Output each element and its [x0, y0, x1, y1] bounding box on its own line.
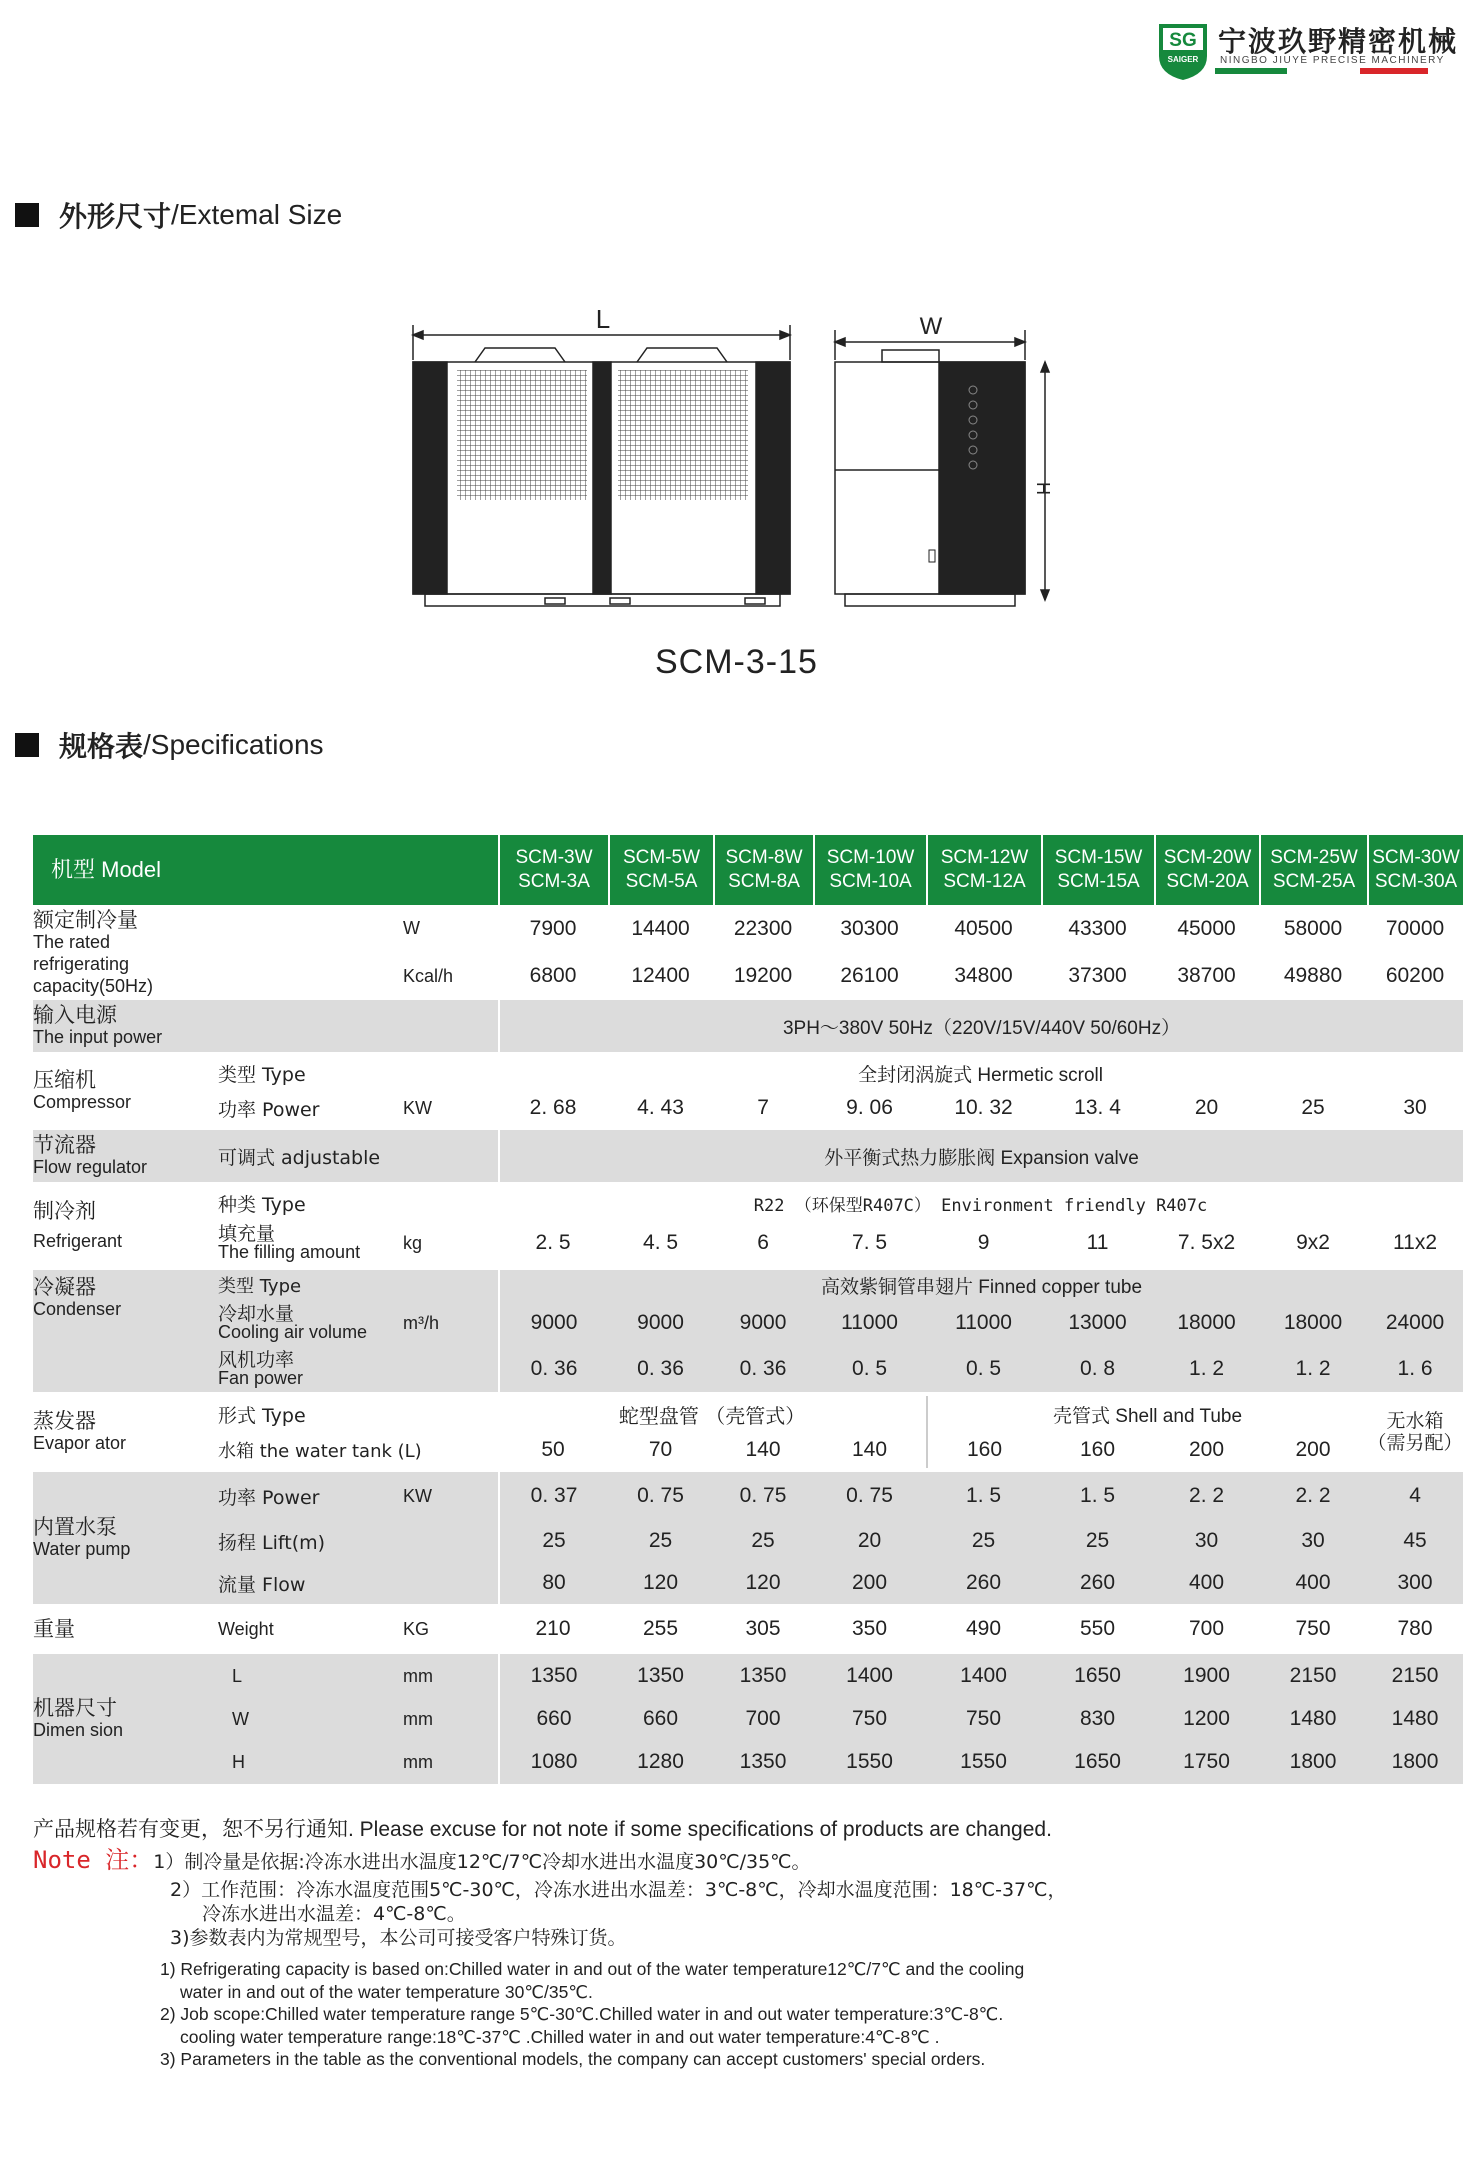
cell: 305	[713, 1608, 813, 1650]
cell: 750	[813, 1698, 926, 1740]
cell: 70000	[1367, 905, 1463, 953]
bullet-square-icon	[15, 733, 39, 757]
cell: 400	[1259, 1562, 1367, 1604]
cell: 350	[813, 1608, 926, 1650]
cell: 7	[713, 1090, 813, 1126]
note-en-3: 3) Parameters in the table as the conventional models, the company can accept customers' special orders.	[160, 2049, 986, 2069]
cell: 19200	[713, 953, 813, 1001]
cell: 7. 5x2	[1154, 1220, 1259, 1266]
refrigerant-row: 制冷剂 Refrigerant 种类 Type R22 （环保型R407C） Environment friendly R407c	[33, 1186, 1463, 1220]
pump-lift-row: 扬程 Lift(m) 25 25 25 20 25 25 30 30 45	[33, 1520, 1463, 1562]
weight-row: 重量 Weight KG 210 255 305 350 490 550 700 750 780	[33, 1608, 1463, 1650]
note-en-2b: cooling water temperature range:18℃-37℃ .Chilled water in and out water temperature:4℃-8℃ .	[180, 2026, 940, 2047]
cell: 4. 43	[608, 1090, 713, 1126]
cell: 49880	[1259, 953, 1367, 1001]
cell: 30	[1154, 1520, 1259, 1562]
cell: 11	[1041, 1220, 1154, 1266]
cell: 400	[1154, 1562, 1259, 1604]
cell: 10. 32	[926, 1090, 1041, 1126]
cell: 2150	[1367, 1654, 1463, 1698]
evaporator-tank-row: 水箱 the water tank (L) 50 70 140 140 160 160 200 200	[33, 1432, 1463, 1468]
cell: 1900	[1154, 1654, 1259, 1698]
cell: 0. 36	[713, 1346, 813, 1392]
cell: 255	[608, 1608, 713, 1650]
cell: 9	[926, 1220, 1041, 1266]
cell: 9000	[713, 1300, 813, 1346]
cell: 7. 5	[813, 1220, 926, 1266]
note-en-1a: 1) Refrigerating capacity is based on:Chilled water in and out of the water temperature12℃/7℃ and the cooling	[160, 1959, 1025, 1979]
refrigerant-fill-row: 填充量 The filling amount kg 2. 5 4. 5 6 7. 5 9 11 7. 5x2 9x2 11x2	[33, 1220, 1463, 1266]
cell: 120	[608, 1562, 713, 1604]
note-en-1b: water in and out of the water temperature 30℃/35℃.	[180, 1981, 593, 2002]
cell: 4. 5	[608, 1220, 713, 1266]
cell: 18000	[1259, 1300, 1367, 1346]
unit-label: W	[403, 905, 498, 953]
cell: 14400	[608, 905, 713, 953]
cell: 30	[1367, 1090, 1463, 1126]
model-col: SCM-5W SCM-5A	[608, 835, 713, 905]
model-label: 机型 Model	[33, 835, 498, 905]
cell: 830	[1041, 1698, 1154, 1740]
cell: 43300	[1041, 905, 1154, 953]
cell: 60200	[1367, 953, 1463, 1001]
cell: 0. 75	[813, 1472, 926, 1520]
cell: 300	[1367, 1562, 1463, 1604]
cell: 1750	[1154, 1740, 1259, 1784]
cell: 40500	[926, 905, 1041, 953]
model-col: SCM-10W SCM-10A	[813, 835, 926, 905]
cell: 25	[926, 1520, 1041, 1562]
cell: 25	[498, 1520, 608, 1562]
model-col: SCM-3W SCM-3A	[498, 835, 608, 905]
cell: 1350	[498, 1654, 608, 1698]
dimension-L-row: 机器尺寸 Dimen sion L mm 1350 1350 1350 1400 1400 1650 1900 2150 2150	[33, 1654, 1463, 1698]
cell: 200	[1259, 1432, 1367, 1468]
cell: 750	[1259, 1608, 1367, 1650]
evaporator-row: 蒸发器 Evapor ator 形式 Type 蛇型盘管 （壳管式） 壳管式 Shell and Tube 无水箱 （需另配）	[33, 1396, 1463, 1432]
cell: 2. 2	[1154, 1472, 1259, 1520]
model-col: SCM-15W SCM-15A	[1041, 835, 1154, 905]
cell: 1. 6	[1367, 1346, 1463, 1392]
cell: 0. 36	[608, 1346, 713, 1392]
cell: 1650	[1041, 1740, 1154, 1784]
cell: 550	[1041, 1608, 1154, 1650]
cell: 1350	[608, 1654, 713, 1698]
cell: 160	[1041, 1432, 1154, 1468]
company-name-cn: 宁波玖野精密机械	[1218, 25, 1459, 58]
cell: 25	[1041, 1520, 1154, 1562]
company-name-en: NINGBO JIUYE PRECISE MACHINERY	[1220, 55, 1445, 66]
condenser-fan-row: 风机功率 Fan power 0. 36 0. 36 0. 36 0. 5 0. 5 0. 8 1. 2 1. 2 1. 6	[33, 1346, 1463, 1392]
cell: 45000	[1154, 905, 1259, 953]
cell: 2. 5	[498, 1220, 608, 1266]
capacity-row: 额定制冷量 The rated refrigerating capacity(50Hz) W 7900 14400 22300 30300 40500 43300 45000 58000 70000	[33, 905, 1463, 953]
cell: 13000	[1041, 1300, 1154, 1346]
cell: 260	[1041, 1562, 1154, 1604]
cell: 9000	[608, 1300, 713, 1346]
svg-text:L: L	[595, 304, 611, 334]
cell: 200	[1154, 1432, 1259, 1468]
disclaimer-text: 产品规格若有变更，恕不另行通知. Please excuse for not note if some specifications of products are changed.	[33, 1818, 1052, 1841]
dimension-W-row: W mm 660 660 700 750 750 830 1200 1480 1480	[33, 1698, 1463, 1740]
cell: 4	[1367, 1472, 1463, 1520]
cell: 660	[498, 1698, 608, 1740]
company-logo	[1157, 22, 1209, 82]
condenser-air-row: 冷却水量 Cooling air volume m³/h 9000 9000 9000 11000 11000 13000 18000 18000 24000	[33, 1300, 1463, 1346]
note-en-2a: 2) Job scope:Chilled water temperature range 5℃-30℃.Chilled water in and out water temperature:3℃-8℃.	[160, 2004, 1004, 2024]
pump-power-row: 内置水泵 Water pump 功率 Power KW 0. 37 0. 75 0. 75 0. 75 1. 5 1. 5 2. 2 2. 2 4	[33, 1472, 1463, 1520]
unit-label: Kcal/h	[403, 953, 498, 1001]
pump-flow-row: 流量 Flow 80 120 120 200 260 260 400 400 300	[33, 1562, 1463, 1604]
cell: 1400	[813, 1654, 926, 1698]
dimension-diagram	[405, 300, 1053, 620]
cell: 11000	[926, 1300, 1041, 1346]
dimension-H-row: H mm 1080 1280 1350 1550 1550 1650 1750 1800 1800	[33, 1740, 1463, 1784]
note-cn-3: 3)参数表内为常规型号，本公司可接受客户特殊订货。	[170, 1927, 627, 1949]
cell: 0. 37	[498, 1472, 608, 1520]
cell: 120	[713, 1562, 813, 1604]
note-cn-2a: 2）工作范围：冷冻水温度范围5℃-30℃，冷冻水进出水温差：3℃-8℃，冷却水温度范围：18℃-37℃，	[170, 1879, 1067, 1901]
cell: 6	[713, 1220, 813, 1266]
cell: 0. 8	[1041, 1346, 1154, 1392]
cell: 11x2	[1367, 1220, 1463, 1266]
cell: 700	[1154, 1608, 1259, 1650]
cell: 1550	[926, 1740, 1041, 1784]
cell: 9x2	[1259, 1220, 1367, 1266]
cell: 140	[713, 1432, 813, 1468]
diagram-caption: SCM-3-15	[655, 643, 818, 681]
cell: 490	[926, 1608, 1041, 1650]
cell: 37300	[1041, 953, 1154, 1001]
cell: 160	[926, 1432, 1041, 1468]
cell: 58000	[1259, 905, 1367, 953]
cell: 0. 75	[608, 1472, 713, 1520]
cell: 0. 5	[813, 1346, 926, 1392]
notes-block	[33, 1848, 811, 1874]
cell: 38700	[1154, 953, 1259, 1001]
specifications-table	[33, 835, 1463, 1784]
cell: 0. 5	[926, 1346, 1041, 1392]
cell: 1. 5	[926, 1472, 1041, 1520]
table-header-row	[33, 835, 1463, 905]
cell: 30300	[813, 905, 926, 953]
svg-text:SG: SG	[1169, 30, 1197, 51]
cell: 0. 36	[498, 1346, 608, 1392]
model-col: SCM-30W SCM-30A	[1367, 835, 1463, 905]
cell: 1080	[498, 1740, 608, 1784]
cell: 26100	[813, 953, 926, 1001]
cell: 700	[713, 1698, 813, 1740]
cell: 20	[813, 1520, 926, 1562]
cell: 1200	[1154, 1698, 1259, 1740]
cell: 1. 2	[1259, 1346, 1367, 1392]
cell: 25	[713, 1520, 813, 1562]
cell: 24000	[1367, 1300, 1463, 1346]
cell: 22300	[713, 905, 813, 953]
cell: 1350	[713, 1654, 813, 1698]
model-col: SCM-20W SCM-20A	[1154, 835, 1259, 905]
section-external-size-heading: 外形尺寸 /Extemal Size	[15, 195, 342, 235]
note-cn-2b: 冷冻水进出水温差：4℃-8℃。	[202, 1903, 466, 1925]
cell: 70	[608, 1432, 713, 1468]
cell: 1280	[608, 1740, 713, 1784]
cell: 45	[1367, 1520, 1463, 1562]
cell: 210	[498, 1608, 608, 1650]
cell: 9000	[498, 1300, 608, 1346]
input-power-value: 3PH～380V 50Hz（220V/15V/440V 50/60Hz）	[498, 1000, 1463, 1052]
svg-text:H: H	[1033, 482, 1053, 495]
cell: 20	[1154, 1090, 1259, 1126]
cell: 25	[608, 1520, 713, 1562]
cell: 1800	[1367, 1740, 1463, 1784]
cell: 13. 4	[1041, 1090, 1154, 1126]
cell: 200	[813, 1562, 926, 1604]
condenser-row: 冷凝器 Condenser 类型 Type 高效紫铜管串翅片 Finned copper tube	[33, 1270, 1463, 1300]
cell: 140	[813, 1432, 926, 1468]
cell: 1480	[1367, 1698, 1463, 1740]
cell: 1800	[1259, 1740, 1367, 1784]
cell: 260	[926, 1562, 1041, 1604]
model-col: SCM-8W SCM-8A	[713, 835, 813, 905]
flag-stripe-red	[1360, 68, 1428, 74]
svg-text:W: W	[919, 313, 943, 340]
section-specifications-heading: 规格表 /Specifications	[15, 725, 324, 765]
cell: 660	[608, 1698, 713, 1740]
bullet-square-icon	[15, 203, 39, 227]
model-col: SCM-25W SCM-25A	[1259, 835, 1367, 905]
cell: 7900	[498, 905, 608, 953]
cell: 2. 2	[1259, 1472, 1367, 1520]
cell: 12400	[608, 953, 713, 1001]
cell: 30	[1259, 1520, 1367, 1562]
cell: 750	[926, 1698, 1041, 1740]
cell: 11000	[813, 1300, 926, 1346]
cell: 2. 68	[498, 1090, 608, 1126]
cell: 780	[1367, 1608, 1463, 1650]
cell: 9. 06	[813, 1090, 926, 1126]
model-col: SCM-12W SCM-12A	[926, 835, 1041, 905]
flag-stripe-green	[1215, 68, 1287, 74]
cell: 1480	[1259, 1698, 1367, 1740]
cell: 80	[498, 1562, 608, 1604]
cell: 0. 75	[713, 1472, 813, 1520]
cell: 34800	[926, 953, 1041, 1001]
note-cn-1: 1）制冷量是依据:冷冻水进出水温度12℃/7℃冷却水进出水温度30℃/35℃。	[153, 1851, 811, 1873]
cell: 1550	[813, 1740, 926, 1784]
cell: 1650	[1041, 1654, 1154, 1698]
svg-text:SAIGER: SAIGER	[1167, 55, 1199, 64]
cell: 1. 5	[1041, 1472, 1154, 1520]
cell: 1350	[713, 1740, 813, 1784]
compressor-power-row: 功率 Power KW 2. 68 4. 43 7 9. 06 10. 32 13. 4 20 25 30	[33, 1090, 1463, 1126]
cell: 1. 2	[1154, 1346, 1259, 1392]
cell: 18000	[1154, 1300, 1259, 1346]
cell: 50	[498, 1432, 608, 1468]
note-label: Note 注：	[33, 1846, 154, 1874]
cell: 1400	[926, 1654, 1041, 1698]
cell: 6800	[498, 953, 608, 1001]
cell: 2150	[1259, 1654, 1367, 1698]
input-power-row: 输入电源 The input power 3PH～380V 50Hz（220V/15V/440V 50/60Hz）	[33, 1000, 1463, 1052]
flow-regulator-row: 节流器 Flow regulator 可调式 adjustable 外平衡式热力膨胀阀 Expansion valve	[33, 1130, 1463, 1182]
compressor-row: 压缩机 Compressor 类型 Type 全封闭涡旋式 Hermetic scroll	[33, 1056, 1463, 1090]
cell: 25	[1259, 1090, 1367, 1126]
